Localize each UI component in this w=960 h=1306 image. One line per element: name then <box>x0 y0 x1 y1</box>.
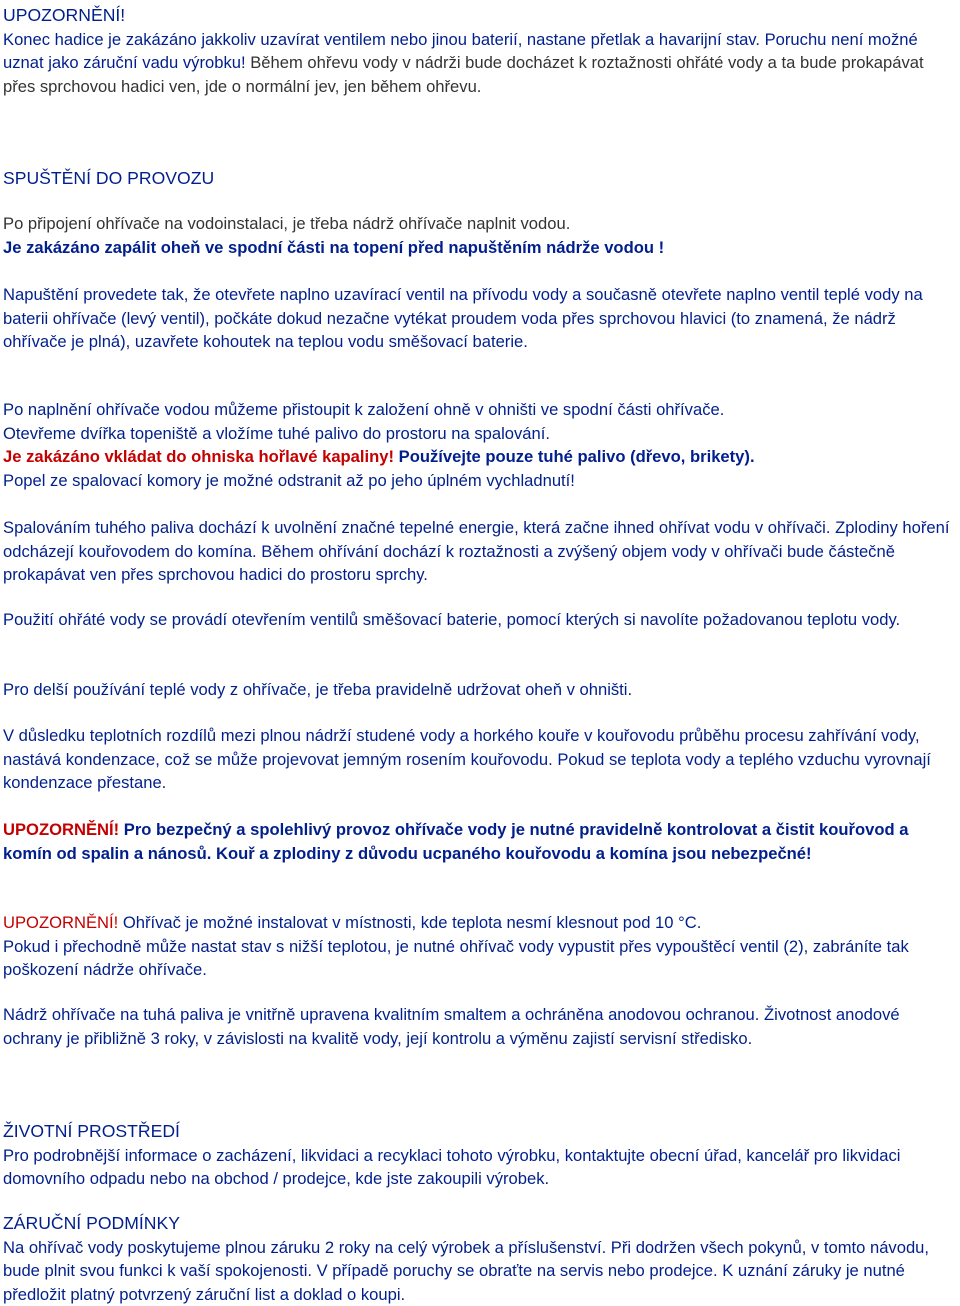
startup-para3-a: Spalováním tuhého paliva dochází k uvolnění značné tepelné energie, která začne ihned ohřívat vodu v ohřívači. <box>3 518 831 537</box>
warning-top-body: Během ohřevu vody v nádrži bude docházet k roztažnosti ohřáté vody a ta bude prokapávat přes sprchovou hadici ven, jde o normální jev, jen během ohřevu. <box>3 53 924 96</box>
startup-para1-block <box>3 283 958 354</box>
startup-para6-block <box>3 724 958 795</box>
startup-section-heading-block <box>3 167 958 191</box>
warranty-section <box>3 1212 958 1306</box>
startup-fuel-advice: Používejte pouze tuhé palivo (dřevo, brikety). <box>394 447 755 466</box>
startup-para4-block <box>3 608 958 632</box>
startup-para2-line3 <box>3 445 958 469</box>
environment-section <box>3 1120 958 1191</box>
warning-top-bold-text: Konec hadice je zakázáno jakkoliv uzavírat ventilem nebo jinou baterií, nastane přetlak a havarijní stav. Poruchu není možné uznat jako záruční vadu výrobku! <box>3 29 918 72</box>
warning-2-heading: UPOZORNĚNÍ! <box>3 820 120 839</box>
startup-para3-c: Během ohřívání dochází k roztažnosti a zvýšený objem vody v ohřívači bude částečně prokapávat ven přes sprchovou hadici do prostoru sprchy. <box>3 541 895 584</box>
startup-para5: Pro delší používání teplé vody z ohřívače, je třeba pravidelně udržovat oheň v ohništi. <box>3 680 633 699</box>
startup-para3-b: Zplodiny hoření odcházejí kouřovodem do komína. <box>3 518 950 561</box>
anode-text: Nádrž ohřívače na tuhá paliva je vnitřně upravena kvalitním smaltem a ochráněna anodovou ochranou. Životnost anodové ochrany je přibližně 3 roky, v závislosti na kvalitě vody, její kontrolu a výměnu zajistí servisní středisko. <box>3 1005 900 1048</box>
warning-3-heading: UPOZORNĚNÍ! <box>3 913 119 932</box>
startup-para1: Napuštění provedete tak, že otevřete naplno uzavírací ventil na přívodu vody a současně otevřete naplno ventil teplé vody na baterii ohřívače (levý ventil), počkáte dokud nezačne vytékat proudem voda přes sprchovou hlavici (to znamená, že nádrž ohřívače je plná), uzavřete kohoutek na teplou vodu směšovací baterie. <box>3 285 923 351</box>
startup-para3 <box>3 516 958 587</box>
warning-top-text <box>3 4 958 98</box>
warning-top-section <box>3 4 958 98</box>
environment-text: Pro podrobnější informace o zacházení, likvidaci a recyklaci tohoto výrobku, kontaktujte obecní úřad, kancelář pro likvidaci domovního odpadu nebo na obchod / prodejce, kde jste zakoupili výrobek. <box>3 1145 901 1188</box>
startup-fuel-warning: Je zakázáno vkládat do ohniska hořlavé kapaliny! <box>3 447 395 466</box>
warranty-text: Na ohřívač vody poskytujeme plnou záruku 2 roky na celý výrobek a příslušenství. Při dodržen všech pokynů, v tomto návodu, bude plnit svou funkci k vaší spokojenosti. V případě poruchy se obraťte na servis nebo prodejce. K uznání záruky je nutné předložit platný potvrzený záruční list a doklad o koupi. <box>3 1237 930 1304</box>
warning-3-section <box>3 911 958 982</box>
startup-heading: SPUŠTĚNÍ DO PROVOZU <box>3 168 215 188</box>
warning-3-text1: Ohřívač je možné instalovat v místnosti, kde teplota nesmí klesnout pod 10 °C. <box>118 913 702 932</box>
startup-line1: Po připojení ohřívače na vodoinstalaci, je třeba nádrž ohřívače naplnit vodou. <box>3 214 571 233</box>
startup-para2-line4: Popel ze spalovací komory je možné odstranit až po jeho úplném vychladnutí! <box>3 470 575 490</box>
anode-section <box>3 1003 958 1050</box>
environment-heading: ŽIVOTNÍ PROSTŘEDÍ <box>3 1121 180 1141</box>
startup-para5-block <box>3 678 958 702</box>
warranty-heading: ZÁRUČNÍ PODMÍNKY <box>3 1213 180 1233</box>
startup-intro <box>3 212 958 259</box>
warning-top-heading: UPOZORNĚNÍ! <box>3 5 126 25</box>
startup-para4: Použití ohřáté vody se provádí otevřením ventilů směšovací baterie, pomocí kterých si navolíte požadovanou teplotu vody. <box>3 610 901 629</box>
warning-3-line2: Pokud i přechodně může nastat stav s nižší teplotou, je nutné ohřívač vody vypustit přes vypouštěcí ventil (2), zabráníte tak poškození nádrže ohřívače. <box>3 936 909 979</box>
warning-2-section <box>3 818 958 865</box>
warning-2-text <box>3 818 958 865</box>
startup-para3-block <box>3 516 958 587</box>
warning-2-body: Pro bezpečný a spolehlivý provoz ohřívače vody je nutné pravidelně kontrolovat a čistit kouřovod a komín od spalin a nánosů. Kouř a zplodiny z důvodu ucpaného kouřovodu a komína jsou nebezpečné! <box>3 820 909 863</box>
startup-line2-warning: Je zakázáno zapálit oheň ve spodní části na topení před napuštěním nádrže vodou ! <box>3 237 665 257</box>
startup-para2-line2: Otevřeme dvířka topeniště a vložíme tuhé palivo do prostoru na spalování. <box>3 423 550 443</box>
startup-para2-block <box>3 398 958 492</box>
startup-para2-line1: Po naplnění ohřívače vodou můžeme přistoupit k založení ohně v ohništi ve spodní části ohřívače. <box>3 400 725 419</box>
startup-para6: V důsledku teplotních rozdílů mezi plnou nádrží studené vody a horkého kouře v kouřovodu průběhu procesu zahřívání vody, nastává kondenzace, což se může projevovat jemným rosením kouřovodu. Pokud se teplota vody a teplého vzduchu vyrovnají kondenzace přestane. <box>3 726 931 792</box>
warning-3-line1 <box>3 911 958 935</box>
